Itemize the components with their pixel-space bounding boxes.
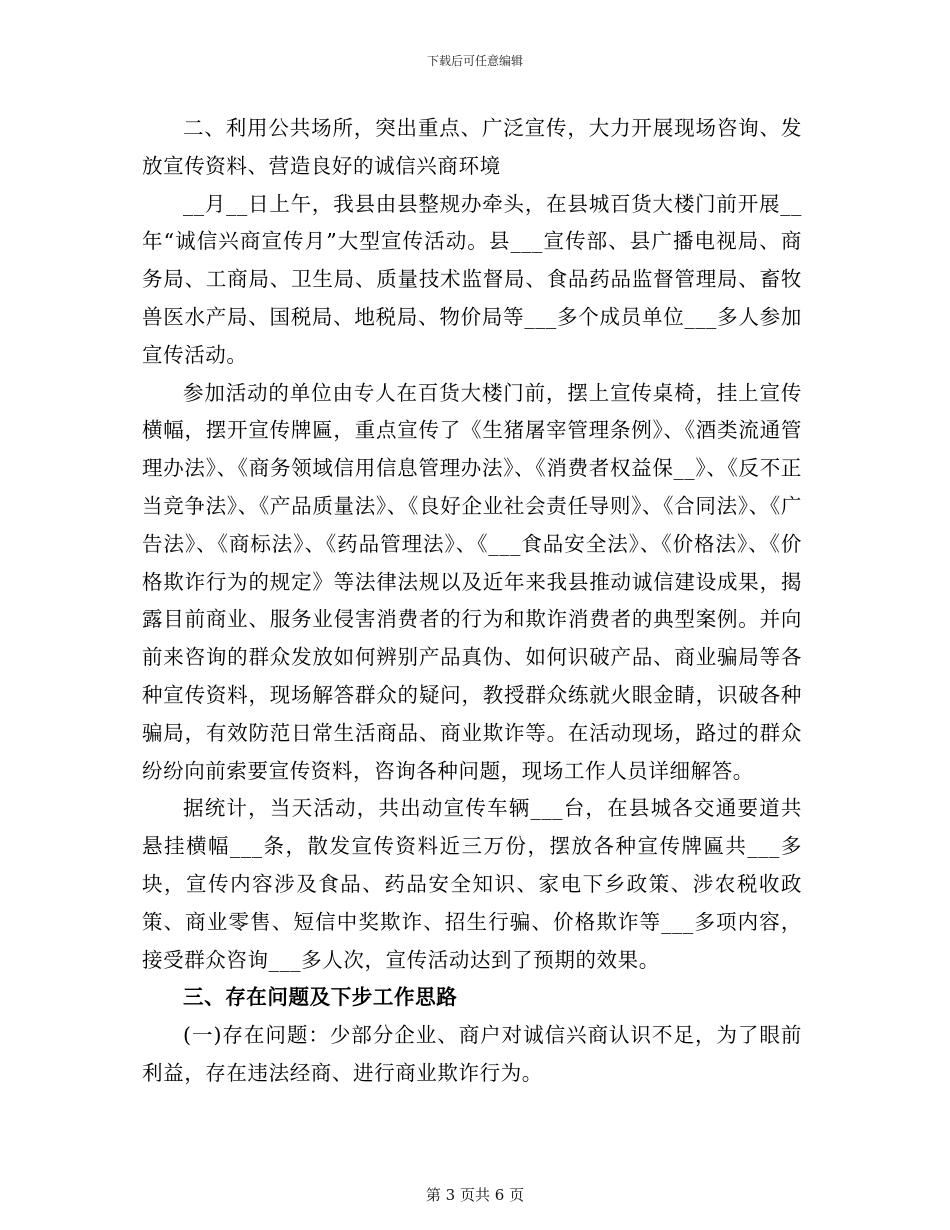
- section-two-heading: 二、利用公共场所，突出重点、广泛宣传，大力开展现场咨询、发放宣传资料、营造良好的诚信兴商环境: [142, 116, 802, 178]
- event-intro-paragraph: __月__日上午，我县由县整规办牵头，在县城百货大楼门前开展__年“诚信兴商宣传月”大型宣传活动。县___宣传部、县广播电视局、商务局、工商局、卫生局、质量技术监督局、食品药品监督管理局、畜牧兽医水产局、国税局、地税局、物价局等___多个成员单位___多人参加宣传活动。: [142, 191, 802, 367]
- problems-paragraph: (一)存在问题：少部分企业、商户对诚信兴商认识不足，为了眼前利益，存在违法经商、进行商业欺诈行为。: [142, 1023, 802, 1085]
- statistics-paragraph: 据统计，当天活动，共出动宣传车辆___台，在县城各交通要道共悬挂横幅___条，散发宣传资料近三万份，摆放各种宣传牌匾共___多块，宣传内容涉及食品、药品安全知识、家电下乡政策、涉农税收政策、商业零售、短信中奖欺诈、招生行骗、价格欺诈等___多项内容，接受群众咨询___多人次，宣传活动达到了预期的效果。: [142, 796, 802, 972]
- page-number: 第 3 页共 6 页: [425, 1186, 525, 1204]
- page-header-note: 下载后可任意编辑: [426, 54, 523, 68]
- document-body: [142, 110, 802, 1093]
- section-three-heading: 三、存在问题及下步工作思路: [183, 985, 458, 1010]
- event-details-paragraph: 参加活动的单位由专人在百货大楼门前，摆上宣传桌椅，挂上宣传横幅，摆开宣传牌匾，重点宣传了《生猪屠宰管理条例》、《酒类流通管理办法》、《商务领域信用信息管理办法》、《消费者权益保__》、《反不正当竞争法》、《产品质量法》、《良好企业社会责任导则》、《合同法》、《广告法》、《商标法》、《药品管理法》、《___食品安全法》、《价格法》、《价格欺诈行为的规定》等法律法规以及近年来我县推动诚信建设成果，揭露目前商业、服务业侵害消费者的行为和欺诈消费者的典型案例。并向前来咨询的群众发放如何辨别产品真伪、如何识破产品、商业骗局等各种宣传资料，现场解答群众的疑问，教授群众练就火眼金睛，识破各种骗局，有效防范日常生活商品、商业欺诈等。在活动现场，路过的群众纷纷向前索要宣传资料，咨询各种问题，现场工作人员详细解答。: [142, 380, 802, 783]
